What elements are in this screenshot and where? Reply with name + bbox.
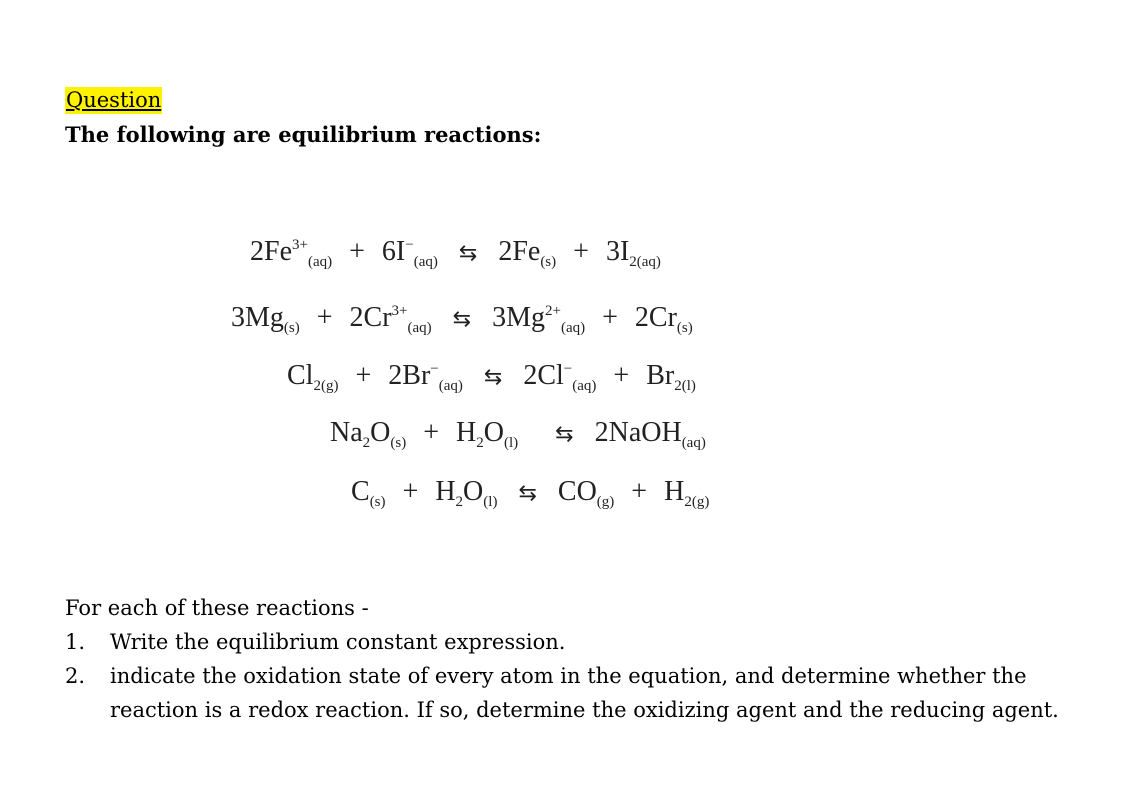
list-number: 2. — [65, 664, 86, 688]
state: 2(aq) — [629, 254, 661, 270]
term: CO — [557, 476, 597, 507]
instructions-intro: For each of these reactions - — [65, 596, 369, 620]
term: 2Fe — [498, 236, 541, 267]
list-item — [65, 659, 1065, 727]
term: 2Cr — [349, 302, 392, 333]
term: Cl — [287, 360, 314, 391]
state: (l) — [503, 435, 519, 451]
charge: 2+ — [545, 303, 561, 319]
charge: − — [563, 361, 573, 377]
state: 2(g) — [684, 494, 710, 510]
charge: − — [405, 237, 414, 253]
term: 2Fe — [250, 236, 292, 267]
state: (s) — [283, 320, 300, 336]
state: (aq) — [407, 320, 432, 336]
charge: − — [430, 361, 439, 377]
charge: 3+ — [391, 303, 408, 319]
list-text: Write the equilibrium constant expression. — [110, 630, 566, 654]
term: O — [370, 417, 391, 448]
state: (g) — [596, 494, 615, 510]
question-heading: Question — [66, 88, 162, 112]
state: (aq) — [307, 254, 333, 270]
term: O — [463, 476, 484, 507]
term: 2Cl — [523, 360, 564, 391]
state: (l) — [483, 494, 498, 510]
state: 2(g) — [313, 378, 339, 394]
term: 3Mg — [231, 302, 284, 333]
term: O — [483, 417, 504, 448]
term: 3I — [605, 236, 630, 267]
state: (aq) — [413, 254, 438, 270]
term: Na — [330, 417, 363, 448]
subscript: 2 — [476, 435, 484, 451]
plus-sign: + — [602, 302, 618, 333]
term: H — [435, 476, 456, 507]
term: H — [664, 476, 685, 507]
subscript: 2 — [455, 494, 464, 510]
state: (s) — [676, 320, 693, 336]
equilibrium-arrow: ⇆ — [518, 481, 537, 506]
equilibrium-arrow: ⇆ — [555, 422, 574, 447]
plus-sign: + — [349, 236, 365, 267]
state: (aq) — [560, 320, 586, 336]
equation-5 — [351, 472, 709, 514]
term: 2Br — [388, 360, 431, 391]
state: (aq) — [681, 435, 706, 451]
plus-sign: + — [423, 417, 440, 448]
term: C — [351, 476, 370, 507]
plus-sign: + — [613, 360, 630, 391]
term: 2NaOH — [594, 417, 682, 448]
state: (s) — [540, 254, 557, 270]
equation-1 — [250, 232, 661, 274]
plus-sign: + — [402, 476, 419, 507]
term: H — [456, 417, 477, 448]
plus-sign: + — [316, 302, 333, 333]
state: 2(l) — [674, 378, 696, 394]
list-number: 1. — [65, 630, 86, 654]
equation-2 — [231, 298, 693, 340]
state: (aq) — [438, 378, 463, 394]
term: Br — [646, 360, 675, 391]
instructions-list — [65, 625, 1065, 727]
plus-sign: + — [631, 476, 648, 507]
plus-sign: + — [573, 236, 589, 267]
state: (aq) — [572, 378, 597, 394]
equation-4 — [330, 413, 706, 455]
term: 3Mg — [492, 302, 545, 333]
equilibrium-arrow: ⇆ — [452, 307, 472, 332]
state: (s) — [390, 435, 407, 451]
equilibrium-arrow: ⇆ — [458, 241, 478, 266]
equation-3 — [287, 356, 696, 398]
intro-text: The following are equilibrium reactions: — [65, 122, 542, 147]
subscript: 2 — [362, 435, 371, 451]
term: 2Cr — [634, 302, 677, 333]
charge: 3+ — [292, 237, 308, 253]
term: 6I — [381, 236, 406, 267]
state: (s) — [369, 494, 386, 510]
equilibrium-arrow: ⇆ — [483, 365, 503, 390]
plus-sign: + — [355, 360, 372, 391]
list-item — [65, 625, 1065, 659]
list-text: indicate the oxidation state of every atom in the equation, and determine whether the reaction is a redox reaction. If so, determine the oxidizing agent and the reducing agent. — [110, 664, 1059, 722]
